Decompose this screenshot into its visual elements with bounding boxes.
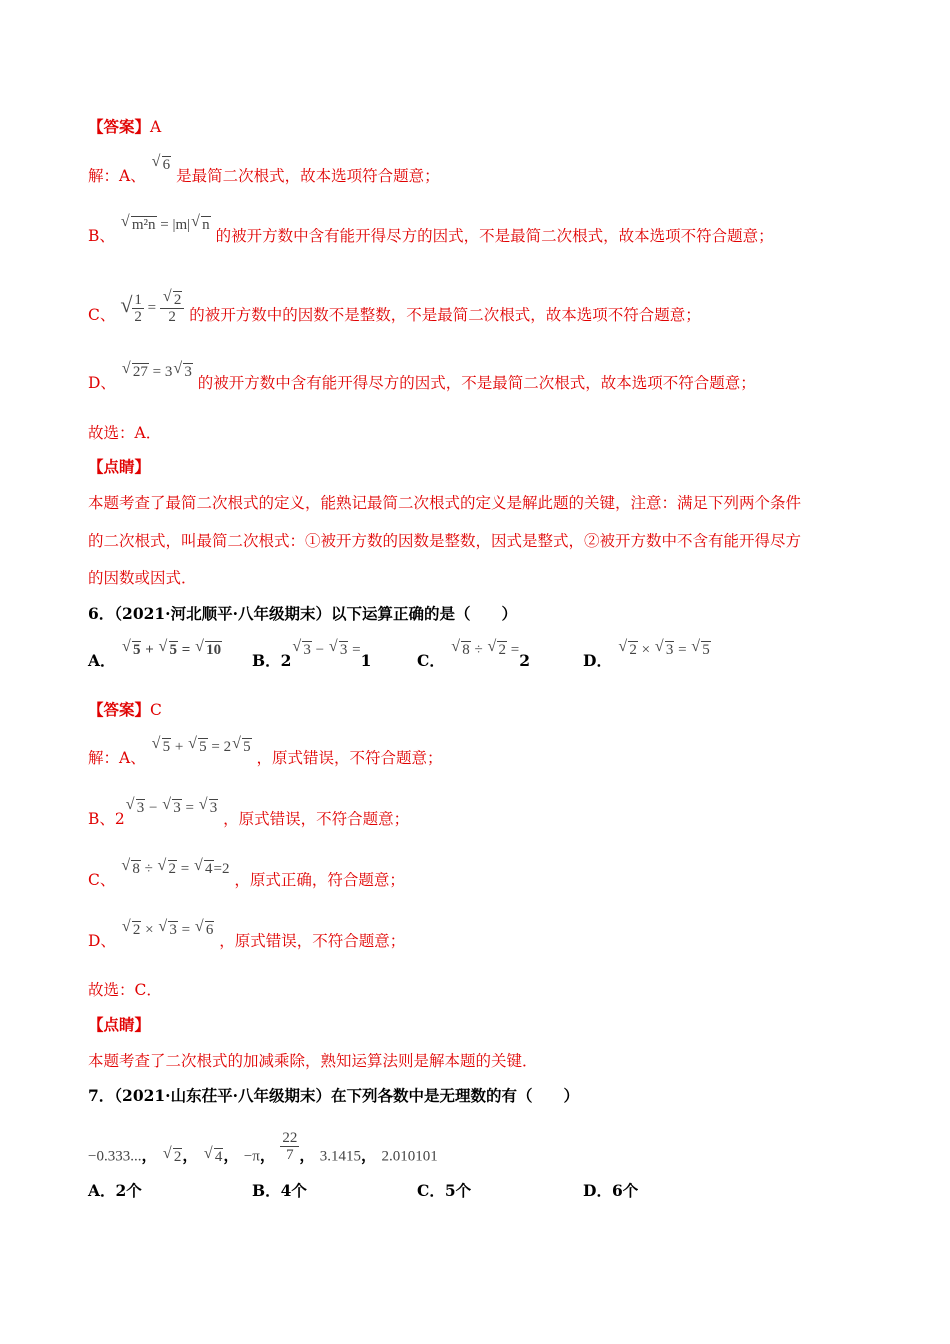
radicand: 8 — [132, 861, 140, 877]
q5-solution-b — [88, 213, 774, 247]
option-a — [88, 638, 222, 672]
radicand: 4 — [205, 861, 213, 877]
radicand: m²n — [131, 217, 156, 233]
math-operator: = — [185, 800, 194, 816]
option-a: A．2个 — [88, 1181, 142, 1200]
question-text: 以下运算正确的是（ ） — [330, 604, 517, 623]
option-result: 2 — [519, 651, 530, 670]
radicand: 3 — [209, 800, 218, 816]
math-operator: × — [641, 642, 651, 658]
math-operator: − — [315, 642, 325, 658]
option-d — [583, 638, 711, 672]
number-item: √ 2 — [162, 1144, 182, 1165]
solution-prefix: B、2 — [88, 810, 125, 828]
question-source: （2021·山东茌平·八年级期末） — [114, 1086, 331, 1105]
solution-text: 的被开方数中含有能开得尽方的因式，不是最简二次根式，故本选项不符合题意； — [197, 374, 756, 392]
radicand: 5 — [199, 739, 207, 755]
math-operator: + — [174, 739, 184, 755]
math-operator: ÷ — [144, 861, 153, 877]
separator: ， — [223, 1145, 239, 1165]
question-text: 在下列各数中是无理数的有（ ） — [330, 1086, 579, 1105]
math-operator: = — [147, 299, 157, 316]
q6-conclusion: 故选：C． — [88, 981, 162, 999]
math-operator: = — [678, 642, 687, 658]
math-expression: √ 2 × √ 3 = √ 5 — [618, 638, 710, 658]
option-d: D．6个 — [583, 1181, 639, 1200]
radicand: 6 — [162, 157, 171, 173]
math-expression: √ 3 − √ 3 = √ 3 — [125, 796, 218, 816]
q6-comment-label: 【点睛】 — [88, 1015, 151, 1034]
math-operator: = |m| — [160, 217, 191, 233]
option-c — [417, 638, 530, 672]
solution-prefix: C、 — [88, 871, 116, 889]
radicand: 3 — [339, 642, 348, 658]
radicand: 5 — [132, 642, 141, 658]
radicand: 2 — [173, 1148, 182, 1165]
option-b: B．4个 — [252, 1181, 307, 1200]
q6-comment-line: 本题考查了二次根式的加减乘除，熟知运算法则是解本题的关键． — [88, 1052, 538, 1070]
math-operator: ÷ — [474, 642, 483, 658]
radicand: 10 — [206, 642, 222, 658]
solution-text: ，原式正确，符合题意； — [234, 871, 405, 889]
math-expression: √ 5 + √ 5 = 2 √ 5 — [151, 735, 251, 755]
number-item: 3.1415 — [319, 1148, 362, 1165]
fraction-numerator: 2 — [173, 292, 182, 308]
number-item: √ 4 — [203, 1144, 223, 1165]
q7-numbers — [88, 1130, 438, 1173]
radicand: 2 — [132, 922, 141, 938]
radicand: 8 — [462, 642, 470, 658]
q7-stem — [88, 1086, 579, 1106]
math-operator: = 2 — [211, 739, 232, 755]
math-expression: √ 3 − √ 3 = — [292, 638, 361, 658]
math-operator: = 3 — [152, 364, 173, 380]
question-number: 7． — [88, 1086, 115, 1105]
question-source: （2021·河北顺平·八年级期末） — [114, 604, 331, 623]
math-expression: √ 27 = 3 √ 3 — [121, 360, 192, 380]
answer-label: 【答案】 — [88, 117, 151, 136]
math-expression: √ 5 + √ 5 = √ 10 — [121, 638, 222, 658]
q5-solution-d — [88, 360, 756, 394]
number-item: −π — [243, 1148, 260, 1165]
option-label: D． — [583, 651, 612, 670]
radicand: 5 — [162, 739, 171, 755]
solution-text: ，原式错误，不符合题意； — [256, 749, 443, 767]
solution-prefix: 解：A、 — [88, 749, 146, 767]
solution-prefix: B、 — [88, 227, 115, 245]
radicand: 5 — [702, 642, 710, 658]
radicand: 3 — [665, 642, 674, 658]
solution-text: ，原式错误，不符合题意； — [223, 810, 410, 828]
fraction — [280, 1130, 299, 1163]
solution-text: 的被开方数中的因数不是整数，不是最简二次根式，故本选项不符合题意； — [189, 305, 701, 324]
q6-solution-d — [88, 918, 406, 952]
separator: ， — [299, 1145, 315, 1165]
math-operator: = — [510, 642, 520, 658]
q5-conclusion: 故选：A． — [88, 424, 162, 442]
radicand: n — [202, 217, 210, 233]
q6-solution-a — [88, 735, 443, 769]
separator: ， — [259, 1145, 276, 1165]
math-operator: = — [352, 642, 361, 658]
option-result: 1 — [360, 651, 372, 670]
fraction-numerator: 1 — [134, 292, 142, 308]
math-expression: √ 8 ÷ √ 2 = — [451, 638, 520, 658]
q5-solution-a — [88, 153, 440, 187]
math-expression: √ 8 ÷ √ 2 = √ 4=2 — [121, 857, 230, 877]
option-b — [252, 638, 372, 672]
radicand: 5 — [169, 642, 177, 658]
math-operator: = — [181, 642, 191, 658]
math-operator: = — [180, 861, 190, 877]
radicand: 4 — [214, 1148, 223, 1165]
q6-stem — [88, 604, 517, 624]
radicand: 2 — [168, 861, 177, 877]
q5-comment-line: 本题考查了最简二次根式的定义，能熟记最简二次根式的定义是解此题的关键，注意：满足下列两个条件 — [88, 494, 802, 512]
solution-prefix: C、 — [88, 305, 116, 324]
q5-comment-label: 【点睛】 — [88, 457, 151, 476]
option-c: C．5个 — [417, 1181, 472, 1200]
solution-text: 是最简二次根式，故本选项符合题意； — [176, 167, 440, 185]
question-number: 6． — [88, 604, 115, 623]
radicand: 3 — [169, 922, 177, 938]
solution-text: ，原式错误，不符合题意； — [219, 932, 406, 950]
q5-comment-line: 的因数或因式． — [88, 569, 197, 587]
math-operator: + — [145, 642, 154, 658]
math-expression: √ 2 × √ 3 = √ 6 — [121, 918, 214, 938]
q5-comment-line: 的二次根式，叫最简二次根式：①被开方数的因数是整数，因式是整式，②被开方数中不含有能开得尽方 — [88, 532, 802, 550]
radicand: 2 — [498, 642, 506, 658]
math-expression: √ $\frac{1}{2}$ = √ 2 2 — [120, 300, 184, 316]
radicand: 3 — [173, 800, 181, 816]
answer-label: 【答案】 — [88, 700, 151, 719]
fraction-numerator: 22 — [282, 1130, 298, 1146]
math-operator: × — [145, 922, 154, 938]
solution-prefix: D、 — [88, 932, 116, 950]
fraction-denominator: 7 — [286, 1147, 294, 1163]
math-operator: − — [149, 800, 158, 816]
radicand: 6 — [205, 922, 214, 938]
radicand: 2 — [629, 642, 637, 658]
separator: ， — [182, 1145, 198, 1165]
radicand: 27 — [132, 364, 148, 380]
radicand: 3 — [303, 642, 311, 658]
fraction-denominator: 2 — [168, 309, 176, 325]
separator: ， — [361, 1145, 377, 1165]
solution-prefix: D、 — [88, 374, 116, 392]
answer-value: A — [150, 118, 162, 136]
radicand: 3 — [184, 364, 192, 380]
math-expression: √ m²n = |m| √ n — [120, 213, 210, 233]
q5-solution-c — [88, 288, 701, 333]
fraction-denominator: 2 — [134, 309, 142, 325]
radicand: 5 — [243, 739, 251, 755]
option-label: B．2 — [252, 651, 292, 670]
math-result: =2 — [213, 861, 230, 877]
solution-prefix: 解：A、 — [88, 167, 146, 185]
solution-text: 的被开方数中含有能开得尽方的因式，不是最简二次根式，故本选项不符合题意； — [215, 227, 774, 245]
option-label: A． — [88, 651, 116, 670]
q6-solution-c — [88, 857, 405, 891]
separator: ， — [141, 1145, 157, 1165]
math-expression: √ 6 — [151, 153, 171, 173]
q5-answer-line — [88, 117, 161, 137]
radicand: 3 — [136, 800, 145, 816]
answer-value: C — [150, 701, 162, 719]
q6-answer-line — [88, 700, 162, 720]
option-label: C． — [417, 651, 445, 670]
number-item: −0.333... — [88, 1148, 142, 1165]
number-item: 2.010101 — [381, 1148, 438, 1165]
q6-solution-b — [88, 796, 410, 830]
math-operator: = — [181, 922, 191, 938]
